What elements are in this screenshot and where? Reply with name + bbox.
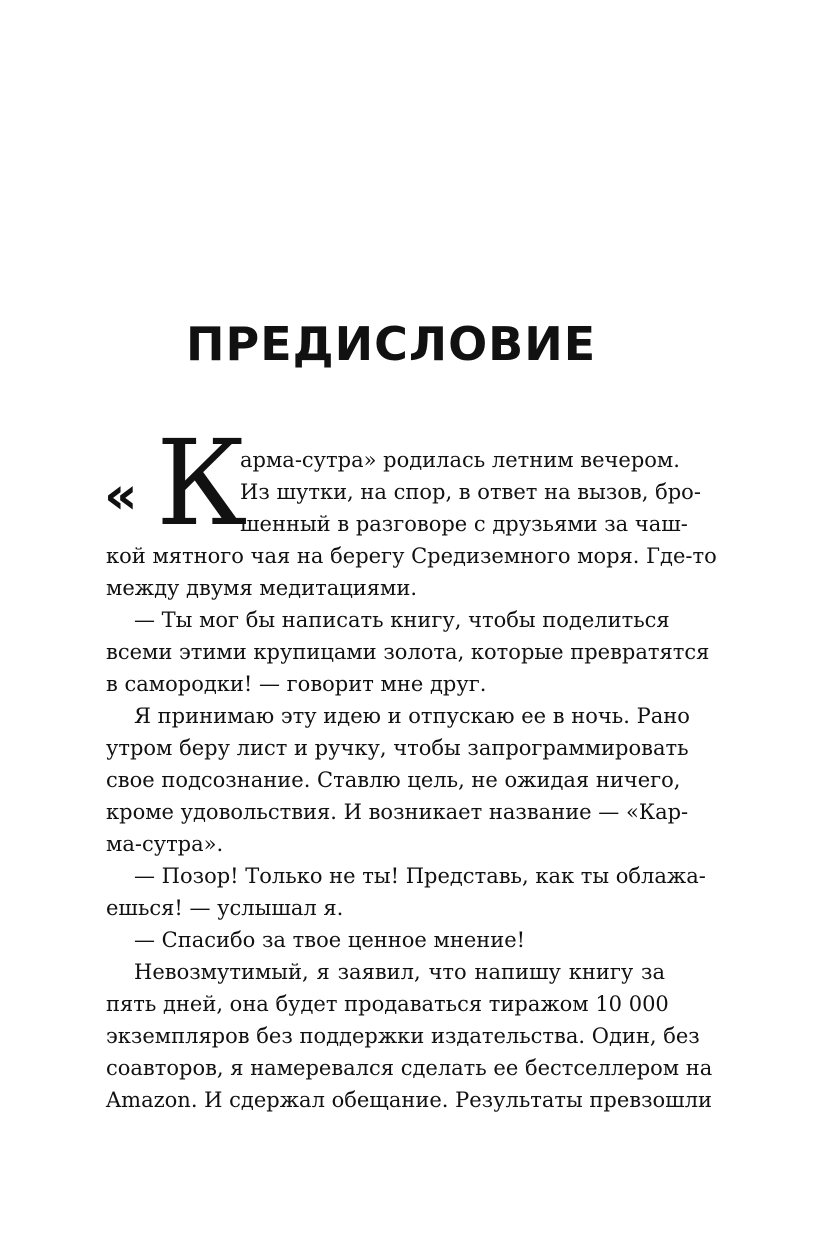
- text-line: в самородки! — говорит мне друг.: [106, 672, 487, 696]
- text-line: арма-сутра» родилась летним вечером.: [240, 448, 680, 472]
- text-line: — Позор! Только не ты! Представь, как ты облажа-: [134, 864, 706, 888]
- text-line: соавторов, я намеревался сделать ее бестселлером на: [106, 1056, 713, 1080]
- text-line: Amazon. И сдержал обещание. Результаты превзошли: [106, 1088, 713, 1112]
- text-line: Из шутки, на спор, в ответ на вызов, бро-: [240, 480, 701, 504]
- text-line: между двумя медитациями.: [106, 576, 417, 600]
- text-line: всеми этими крупицами золота, которые превратятся: [106, 640, 710, 664]
- text-line: экземпляров без поддержки издательства. Один, без: [106, 1024, 700, 1048]
- text-line: — Ты мог бы написать книгу, чтобы поделиться: [134, 608, 670, 632]
- text-line: Я принимаю эту идею и отпускаю ее в ночь. Рано: [134, 704, 690, 728]
- dropcap-quote-mark: «: [104, 466, 138, 526]
- text-line: пять дней, она будет продаваться тиражом 10 000: [106, 992, 669, 1016]
- text-line: Невозмутимый, я заявил, что напишу книгу за: [134, 960, 665, 984]
- text-line: ешься! — услышал я.: [106, 896, 344, 920]
- text-line: свое подсознание. Ставлю цель, не ожидая ничего,: [106, 768, 681, 792]
- text-line: — Спасибо за твое ценное мнение!: [134, 928, 526, 952]
- text-line: шенный в разговоре с друзьями за чаш-: [240, 512, 688, 536]
- dropcap-letter: К: [156, 414, 248, 552]
- text-line: ма-сутра».: [106, 832, 224, 856]
- chapter-title: ПРЕДИСЛОВИЕ: [186, 317, 597, 371]
- text-line: утром беру лист и ручку, чтобы запрограммировать: [106, 736, 689, 760]
- text-line: кроме удовольствия. И возникает название — «Кар-: [106, 800, 689, 824]
- text-line: кой мятного чая на берегу Средиземного моря. Где-то: [106, 544, 717, 568]
